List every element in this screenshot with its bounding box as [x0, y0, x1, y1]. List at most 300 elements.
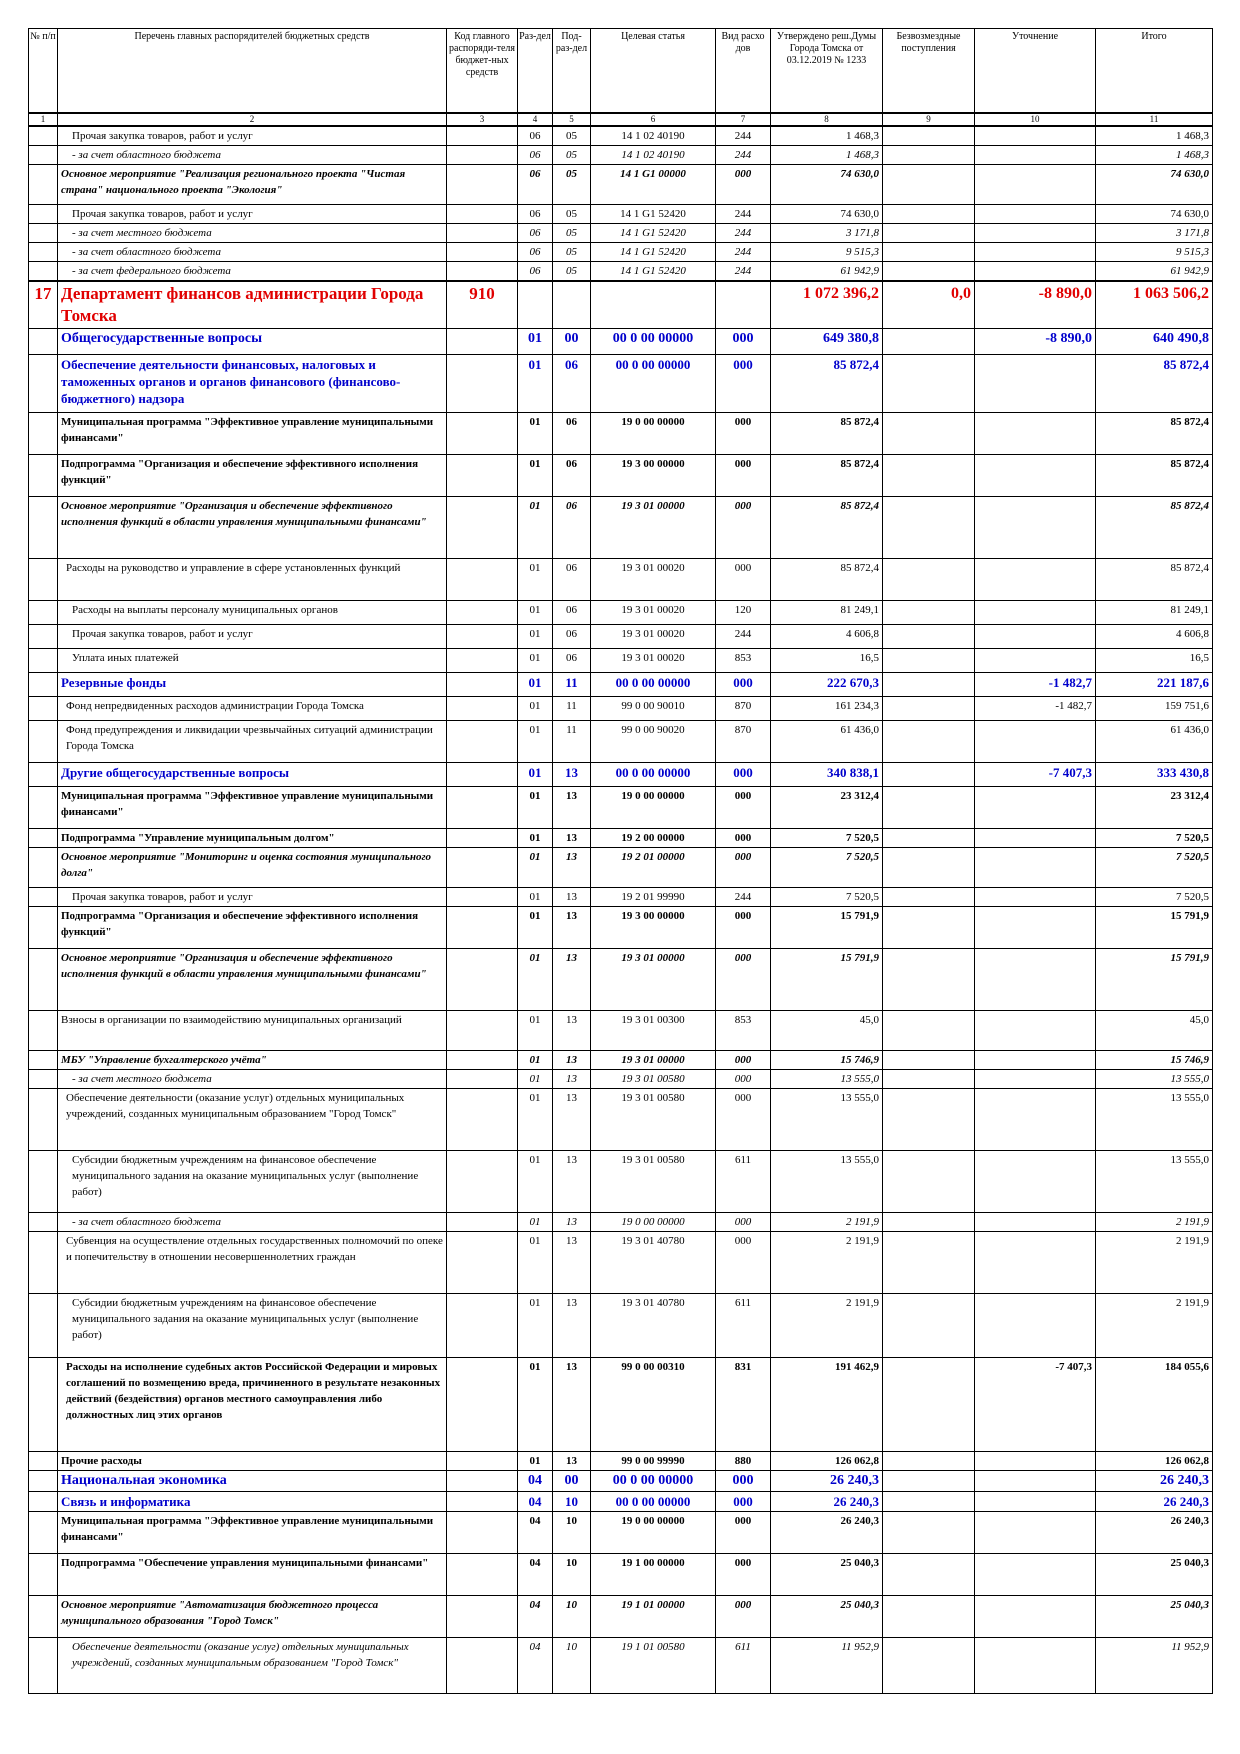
- column-number: 10: [975, 113, 1096, 126]
- cell-code: [447, 412, 518, 454]
- cell-approved: 2 191,9: [771, 1293, 883, 1357]
- cell-razdel: [518, 281, 553, 329]
- cell-adjust: [975, 720, 1096, 762]
- cell-approved: 13 555,0: [771, 1088, 883, 1150]
- cell-adjust: [975, 223, 1096, 242]
- cell-adjust: [975, 454, 1096, 496]
- cell-approved: 9 515,3: [771, 242, 883, 261]
- table-row: [29, 204, 1213, 223]
- cell-free: [883, 164, 975, 204]
- cell-approved: 85 872,4: [771, 496, 883, 558]
- cell-vid: 244: [716, 261, 771, 281]
- column-number: 11: [1096, 113, 1213, 126]
- cell-free: [883, 261, 975, 281]
- cell-code: [447, 762, 518, 786]
- cell-code: [447, 242, 518, 261]
- table-row: [29, 164, 1213, 204]
- cell-approved: 11 952,9: [771, 1637, 883, 1693]
- cell-article: 14 1 G1 52420: [591, 204, 716, 223]
- cell-article: 19 1 00 00000: [591, 1553, 716, 1595]
- cell-name: Национальная экономика: [58, 1470, 447, 1491]
- cell-code: [447, 1637, 518, 1693]
- cell-free: [883, 847, 975, 887]
- cell-razdel: 01: [518, 454, 553, 496]
- header-free: Безвозмездные поступления: [883, 29, 975, 113]
- cell-podrazdel: [553, 281, 591, 329]
- cell-number: [29, 696, 58, 720]
- cell-adjust: [975, 412, 1096, 454]
- cell-razdel: 04: [518, 1470, 553, 1491]
- cell-adjust: [975, 887, 1096, 906]
- cell-razdel: 01: [518, 412, 553, 454]
- cell-vid: 000: [716, 906, 771, 948]
- cell-razdel: 01: [518, 906, 553, 948]
- cell-vid: 000: [716, 1069, 771, 1088]
- cell-number: [29, 145, 58, 164]
- cell-name: Подпрограмма "Управление муниципальным долгом": [58, 828, 447, 847]
- cell-approved: 26 240,3: [771, 1470, 883, 1491]
- cell-razdel: 01: [518, 600, 553, 624]
- cell-adjust: [975, 847, 1096, 887]
- cell-name: - за счет федерального бюджета: [58, 261, 447, 281]
- cell-number: [29, 354, 58, 412]
- cell-total: 25 040,3: [1096, 1595, 1213, 1637]
- cell-podrazdel: 05: [553, 242, 591, 261]
- table-row: [29, 847, 1213, 887]
- cell-code: [447, 1150, 518, 1212]
- cell-article: 19 2 01 99990: [591, 887, 716, 906]
- cell-name: Муниципальная программа "Эффективное управление муниципальными финансами": [58, 786, 447, 828]
- cell-total: 15 746,9: [1096, 1050, 1213, 1069]
- cell-razdel: 01: [518, 847, 553, 887]
- cell-adjust: [975, 1491, 1096, 1511]
- cell-code: [447, 1511, 518, 1553]
- header-adjust: Уточнение: [975, 29, 1096, 113]
- cell-total: 1 468,3: [1096, 126, 1213, 146]
- cell-code: [447, 1212, 518, 1231]
- cell-podrazdel: 13: [553, 847, 591, 887]
- cell-podrazdel: 13: [553, 906, 591, 948]
- cell-total: 7 520,5: [1096, 828, 1213, 847]
- cell-vid: 120: [716, 600, 771, 624]
- cell-approved: 7 520,5: [771, 887, 883, 906]
- cell-code: [447, 145, 518, 164]
- cell-razdel: 01: [518, 558, 553, 600]
- cell-adjust: [975, 261, 1096, 281]
- cell-approved: 1 072 396,2: [771, 281, 883, 329]
- cell-article: 99 0 00 99990: [591, 1451, 716, 1470]
- cell-approved: 2 191,9: [771, 1231, 883, 1293]
- cell-name: Муниципальная программа "Эффективное управление муниципальными финансами": [58, 1511, 447, 1553]
- cell-number: [29, 828, 58, 847]
- cell-article: 00 0 00 00000: [591, 672, 716, 696]
- cell-name: Прочая закупка товаров, работ и услуг: [58, 126, 447, 146]
- cell-podrazdel: 13: [553, 762, 591, 786]
- cell-podrazdel: 06: [553, 648, 591, 672]
- cell-name: Фонд предупреждения и ликвидации чрезвычайных ситуаций администрации Города Томска: [58, 720, 447, 762]
- cell-code: [447, 1069, 518, 1088]
- cell-free: [883, 648, 975, 672]
- table-row: [29, 624, 1213, 648]
- cell-approved: 161 234,3: [771, 696, 883, 720]
- cell-adjust: [975, 145, 1096, 164]
- cell-vid: 000: [716, 454, 771, 496]
- cell-vid: 870: [716, 696, 771, 720]
- cell-adjust: [975, 1212, 1096, 1231]
- cell-free: [883, 204, 975, 223]
- cell-total: 74 630,0: [1096, 204, 1213, 223]
- header-vid: Вид расхо дов: [716, 29, 771, 113]
- cell-number: [29, 762, 58, 786]
- cell-article: 19 0 00 00000: [591, 412, 716, 454]
- cell-razdel: 06: [518, 223, 553, 242]
- cell-number: [29, 126, 58, 146]
- cell-adjust: [975, 1595, 1096, 1637]
- cell-free: [883, 1088, 975, 1150]
- cell-name: Основное мероприятие "Мониторинг и оценка состояния муниципального долга": [58, 847, 447, 887]
- cell-approved: 74 630,0: [771, 164, 883, 204]
- cell-total: 13 555,0: [1096, 1088, 1213, 1150]
- cell-vid: 853: [716, 1010, 771, 1050]
- cell-article: 14 1 G1 52420: [591, 223, 716, 242]
- cell-total: 11 952,9: [1096, 1637, 1213, 1693]
- cell-code: [447, 454, 518, 496]
- cell-adjust: [975, 1231, 1096, 1293]
- table-row: [29, 720, 1213, 762]
- cell-article: 99 0 00 00310: [591, 1357, 716, 1451]
- budget-table-sheet: [28, 28, 1212, 1694]
- header-razdel: Раз-дел: [518, 29, 553, 113]
- cell-podrazdel: 10: [553, 1553, 591, 1595]
- cell-free: [883, 948, 975, 1010]
- cell-approved: 85 872,4: [771, 454, 883, 496]
- cell-number: [29, 1231, 58, 1293]
- cell-number: [29, 1553, 58, 1595]
- cell-code: [447, 261, 518, 281]
- cell-number: [29, 906, 58, 948]
- cell-code: [447, 164, 518, 204]
- cell-article: 19 3 01 00020: [591, 648, 716, 672]
- cell-vid: 244: [716, 242, 771, 261]
- table-row: [29, 828, 1213, 847]
- table-row: [29, 1470, 1213, 1491]
- cell-name: Субвенция на осуществление отдельных государственных полномочий по опеке и попечительству в отношении несовершеннолетних граждан: [58, 1231, 447, 1293]
- table-row: [29, 412, 1213, 454]
- cell-name: Расходы на исполнение судебных актов Российской Федерации и мировых соглашений по возмещению вреда, причиненного в результате незаконных действий (бездействия) органов местного самоуправления либо должностных лиц этих органов: [58, 1357, 447, 1451]
- cell-adjust: [975, 496, 1096, 558]
- cell-code: [447, 906, 518, 948]
- cell-number: [29, 1357, 58, 1451]
- cell-podrazdel: 11: [553, 672, 591, 696]
- cell-approved: 15 791,9: [771, 948, 883, 1010]
- cell-approved: 61 436,0: [771, 720, 883, 762]
- column-number: 5: [553, 113, 591, 126]
- cell-code: [447, 1491, 518, 1511]
- cell-article: 19 2 01 00000: [591, 847, 716, 887]
- cell-vid: 000: [716, 1553, 771, 1595]
- cell-article: 14 1 02 40190: [591, 126, 716, 146]
- cell-name: Расходы на руководство и управление в сфере установленных функций: [58, 558, 447, 600]
- cell-code: [447, 847, 518, 887]
- cell-article: 19 0 00 00000: [591, 1511, 716, 1553]
- cell-podrazdel: 13: [553, 1231, 591, 1293]
- cell-free: [883, 1595, 975, 1637]
- cell-vid: 880: [716, 1451, 771, 1470]
- cell-razdel: 01: [518, 762, 553, 786]
- header-row: [29, 29, 1213, 113]
- cell-code: [447, 496, 518, 558]
- cell-name: МБУ "Управление бухгалтерского учёта": [58, 1050, 447, 1069]
- table-row: [29, 1088, 1213, 1150]
- cell-vid: 611: [716, 1637, 771, 1693]
- cell-adjust: [975, 948, 1096, 1010]
- cell-razdel: 01: [518, 1010, 553, 1050]
- cell-name: - за счет местного бюджета: [58, 1069, 447, 1088]
- cell-podrazdel: 06: [553, 624, 591, 648]
- cell-adjust: [975, 1451, 1096, 1470]
- cell-total: 1 468,3: [1096, 145, 1213, 164]
- cell-number: [29, 1150, 58, 1212]
- table-row: [29, 906, 1213, 948]
- cell-total: 333 430,8: [1096, 762, 1213, 786]
- header-approved: Утверждено реш.Думы Города Томска от 03.12.2019 № 1233: [771, 29, 883, 113]
- cell-approved: 13 555,0: [771, 1069, 883, 1088]
- cell-number: [29, 786, 58, 828]
- cell-article: 19 3 01 00580: [591, 1088, 716, 1150]
- cell-number: [29, 1470, 58, 1491]
- header-managers: Перечень главных распорядителей бюджетных средств: [58, 29, 447, 113]
- cell-name: Прочие расходы: [58, 1451, 447, 1470]
- cell-free: [883, 906, 975, 948]
- cell-name: - за счет областного бюджета: [58, 1212, 447, 1231]
- cell-article: 14 1 G1 52420: [591, 242, 716, 261]
- cell-code: [447, 1010, 518, 1050]
- cell-name: Прочая закупка товаров, работ и услуг: [58, 204, 447, 223]
- cell-name: Связь и информатика: [58, 1491, 447, 1511]
- cell-total: 4 606,8: [1096, 624, 1213, 648]
- cell-code: [447, 786, 518, 828]
- cell-free: [883, 1451, 975, 1470]
- cell-number: [29, 1491, 58, 1511]
- table-body: [29, 126, 1213, 1694]
- cell-adjust: -8 890,0: [975, 281, 1096, 329]
- cell-approved: 3 171,8: [771, 223, 883, 242]
- cell-code: [447, 887, 518, 906]
- cell-total: 26 240,3: [1096, 1470, 1213, 1491]
- cell-approved: 4 606,8: [771, 624, 883, 648]
- cell-podrazdel: 13: [553, 1293, 591, 1357]
- cell-adjust: -1 482,7: [975, 672, 1096, 696]
- cell-code: [447, 1050, 518, 1069]
- cell-approved: 649 380,8: [771, 328, 883, 354]
- cell-podrazdel: 13: [553, 1150, 591, 1212]
- cell-razdel: 01: [518, 720, 553, 762]
- cell-adjust: [975, 1637, 1096, 1693]
- cell-vid: 000: [716, 496, 771, 558]
- cell-number: 17: [29, 281, 58, 329]
- cell-adjust: -1 482,7: [975, 696, 1096, 720]
- cell-total: 23 312,4: [1096, 786, 1213, 828]
- cell-approved: 26 240,3: [771, 1491, 883, 1511]
- cell-total: 2 191,9: [1096, 1231, 1213, 1293]
- cell-adjust: [975, 242, 1096, 261]
- cell-vid: 244: [716, 624, 771, 648]
- cell-number: [29, 1010, 58, 1050]
- table-row: [29, 1637, 1213, 1693]
- cell-podrazdel: 13: [553, 1010, 591, 1050]
- cell-article: 19 3 01 40780: [591, 1293, 716, 1357]
- cell-razdel: 06: [518, 164, 553, 204]
- cell-number: [29, 223, 58, 242]
- cell-free: [883, 624, 975, 648]
- cell-adjust: [975, 1088, 1096, 1150]
- cell-total: 9 515,3: [1096, 242, 1213, 261]
- cell-vid: 000: [716, 558, 771, 600]
- cell-adjust: [975, 786, 1096, 828]
- cell-name: Основное мероприятие "Организация и обеспечение эффективного исполнения функций в области управления муниципальными финансами": [58, 948, 447, 1010]
- cell-podrazdel: 10: [553, 1637, 591, 1693]
- cell-total: 85 872,4: [1096, 412, 1213, 454]
- cell-code: [447, 696, 518, 720]
- cell-approved: 85 872,4: [771, 412, 883, 454]
- cell-vid: 000: [716, 762, 771, 786]
- cell-name: Подпрограмма "Обеспечение управления муниципальными финансами": [58, 1553, 447, 1595]
- cell-adjust: [975, 1470, 1096, 1491]
- cell-free: [883, 354, 975, 412]
- cell-code: [447, 1595, 518, 1637]
- cell-adjust: [975, 204, 1096, 223]
- header-number: № п/п: [29, 29, 58, 113]
- cell-number: [29, 261, 58, 281]
- cell-name: - за счет областного бюджета: [58, 242, 447, 261]
- cell-adjust: -7 407,3: [975, 1357, 1096, 1451]
- cell-code: [447, 828, 518, 847]
- cell-article: 00 0 00 00000: [591, 1470, 716, 1491]
- cell-razdel: 04: [518, 1511, 553, 1553]
- cell-podrazdel: 13: [553, 948, 591, 1010]
- cell-podrazdel: 13: [553, 1212, 591, 1231]
- cell-razdel: 01: [518, 1357, 553, 1451]
- column-number: 2: [58, 113, 447, 126]
- cell-adjust: [975, 1553, 1096, 1595]
- cell-approved: 25 040,3: [771, 1595, 883, 1637]
- cell-approved: 85 872,4: [771, 558, 883, 600]
- cell-razdel: 01: [518, 948, 553, 1010]
- cell-name: Другие общегосударственные вопросы: [58, 762, 447, 786]
- cell-code: [447, 204, 518, 223]
- cell-number: [29, 454, 58, 496]
- cell-approved: 15 791,9: [771, 906, 883, 948]
- table-row: [29, 696, 1213, 720]
- cell-free: [883, 1150, 975, 1212]
- cell-podrazdel: 06: [553, 412, 591, 454]
- cell-podrazdel: 06: [553, 600, 591, 624]
- cell-razdel: 06: [518, 261, 553, 281]
- cell-podrazdel: 10: [553, 1491, 591, 1511]
- cell-adjust: [975, 648, 1096, 672]
- table-row: [29, 1293, 1213, 1357]
- cell-free: [883, 223, 975, 242]
- cell-code: [447, 624, 518, 648]
- column-number: 3: [447, 113, 518, 126]
- table-row: [29, 261, 1213, 281]
- cell-podrazdel: 13: [553, 1088, 591, 1150]
- cell-approved: 340 838,1: [771, 762, 883, 786]
- cell-number: [29, 164, 58, 204]
- cell-name: Подпрограмма "Организация и обеспечение эффективного исполнения функций": [58, 906, 447, 948]
- cell-adjust: [975, 1293, 1096, 1357]
- cell-free: [883, 328, 975, 354]
- table-row: [29, 1511, 1213, 1553]
- cell-free: [883, 454, 975, 496]
- cell-podrazdel: 05: [553, 126, 591, 146]
- cell-number: [29, 1088, 58, 1150]
- cell-name: Основное мероприятие "Автоматизация бюджетного процесса муниципального образования "Город Томск": [58, 1595, 447, 1637]
- cell-total: 85 872,4: [1096, 496, 1213, 558]
- cell-number: [29, 1595, 58, 1637]
- cell-razdel: 01: [518, 624, 553, 648]
- cell-free: [883, 762, 975, 786]
- cell-number: [29, 1293, 58, 1357]
- cell-vid: 000: [716, 847, 771, 887]
- cell-razdel: 01: [518, 354, 553, 412]
- cell-code: [447, 600, 518, 624]
- cell-approved: 15 746,9: [771, 1050, 883, 1069]
- cell-total: 26 240,3: [1096, 1491, 1213, 1511]
- cell-name: Прочая закупка товаров, работ и услуг: [58, 887, 447, 906]
- table-row: [29, 1595, 1213, 1637]
- cell-vid: 244: [716, 204, 771, 223]
- cell-vid: [716, 281, 771, 329]
- cell-free: [883, 1511, 975, 1553]
- cell-free: [883, 126, 975, 146]
- cell-podrazdel: 13: [553, 1357, 591, 1451]
- cell-total: 13 555,0: [1096, 1150, 1213, 1212]
- cell-razdel: 04: [518, 1595, 553, 1637]
- cell-name: - за счет областного бюджета: [58, 145, 447, 164]
- cell-vid: 000: [716, 328, 771, 354]
- cell-razdel: 06: [518, 242, 553, 261]
- cell-podrazdel: 13: [553, 887, 591, 906]
- cell-total: 13 555,0: [1096, 1069, 1213, 1088]
- cell-number: [29, 1212, 58, 1231]
- cell-article: 00 0 00 00000: [591, 354, 716, 412]
- cell-vid: 000: [716, 786, 771, 828]
- cell-approved: 25 040,3: [771, 1553, 883, 1595]
- column-number: 4: [518, 113, 553, 126]
- table-row: [29, 887, 1213, 906]
- cell-article: 19 3 01 00000: [591, 948, 716, 1010]
- cell-free: [883, 412, 975, 454]
- cell-vid: 000: [716, 412, 771, 454]
- cell-article: 19 3 00 00000: [591, 454, 716, 496]
- cell-number: [29, 720, 58, 762]
- cell-vid: 244: [716, 145, 771, 164]
- cell-free: [883, 1637, 975, 1693]
- cell-total: 2 191,9: [1096, 1212, 1213, 1231]
- cell-number: [29, 1637, 58, 1693]
- table-row: [29, 600, 1213, 624]
- cell-number: [29, 1511, 58, 1553]
- cell-article: 99 0 00 90010: [591, 696, 716, 720]
- cell-free: [883, 1231, 975, 1293]
- column-number-row: [29, 113, 1213, 126]
- cell-article: 19 3 01 00020: [591, 624, 716, 648]
- cell-vid: 853: [716, 648, 771, 672]
- cell-vid: 244: [716, 887, 771, 906]
- cell-podrazdel: 00: [553, 1470, 591, 1491]
- cell-number: [29, 1451, 58, 1470]
